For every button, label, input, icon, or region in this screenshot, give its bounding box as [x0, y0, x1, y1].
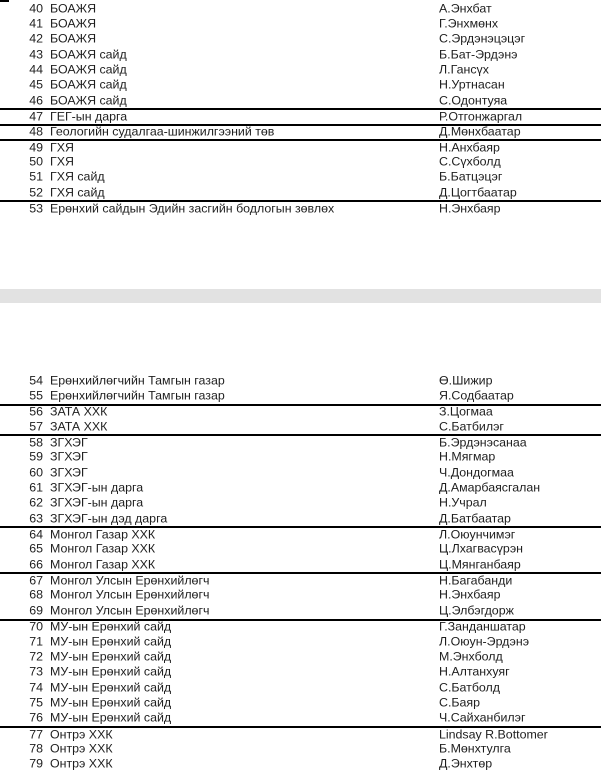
row-number: 64 [29, 527, 43, 542]
table-row [0, 78, 601, 93]
row-number: 70 [29, 619, 43, 634]
row-number: 55 [29, 388, 43, 403]
table-row [0, 419, 601, 434]
person-name-cell: С.Эрдэнэцэцэг [439, 31, 526, 46]
organization-cell: Монгол Газар ХХК [50, 541, 156, 556]
table-section-rows-40-53 [0, 1, 601, 216]
row-number: 76 [29, 710, 43, 725]
organization-cell: БОАЖЯ сайд [50, 62, 127, 77]
organization-cell: ЗГХЭГ [50, 465, 88, 480]
person-name-cell: Л.Оюунчимэг [439, 527, 516, 542]
page-break-band [0, 289, 601, 303]
table-row [0, 603, 601, 618]
row-number: 73 [29, 664, 43, 679]
row-number: 74 [29, 680, 43, 695]
table-row [0, 404, 601, 419]
person-name-cell: Н.Алтанхуяг [439, 664, 510, 679]
organization-cell: МУ-ын Ерөнхий сайд [50, 695, 172, 710]
organization-cell: БОАЖЯ [50, 16, 97, 31]
person-name-cell: Н.Анхбаяр [439, 140, 500, 155]
row-number: 75 [29, 695, 43, 710]
row-number: 57 [29, 419, 43, 434]
organization-cell: ЗАТА ХХК [50, 404, 108, 419]
organization-cell: ЗГХЭГ-ын дэд дарга [50, 511, 168, 526]
table-row [0, 588, 601, 603]
person-name-cell: Н.Багабанди [439, 573, 513, 588]
organization-cell: Ерөнхийлөгчийн Тамгын газар [50, 373, 225, 388]
row-number: 46 [29, 93, 43, 108]
row-number: 41 [29, 16, 43, 31]
organization-cell: БОАЖЯ [50, 31, 97, 46]
organization-cell: Монгол Газар ХХК [50, 527, 156, 542]
table-row [0, 170, 601, 185]
row-number: 42 [29, 31, 43, 46]
row-number: 61 [29, 480, 43, 495]
row-number: 62 [29, 495, 43, 510]
organization-cell: ГЕГ-ын дарга [50, 109, 128, 124]
organization-cell: МУ-ын Ерөнхий сайд [50, 649, 172, 664]
row-number: 58 [29, 435, 43, 450]
row-number: 65 [29, 541, 43, 556]
table-row [0, 185, 601, 200]
person-name-cell: Л.Оюун-Эрдэнэ [439, 634, 530, 649]
person-name-cell: Б.Батцэцэг [439, 169, 503, 184]
person-name-cell: Н.Учрал [439, 495, 487, 510]
table-row [0, 16, 601, 31]
person-name-cell: Н.Энхбаяр [439, 201, 501, 216]
person-name-cell: Ч.Сайханбилэг [439, 710, 526, 725]
row-number: 56 [29, 404, 43, 419]
table-row [0, 47, 601, 62]
table-row [0, 619, 601, 634]
table-row [0, 680, 601, 695]
organization-cell: Онтрэ ХХК [50, 727, 113, 742]
person-name-cell: С.Одонтуяа [439, 93, 508, 108]
organization-cell: Ерөнхийлөгчийн Тамгын газар [50, 388, 225, 403]
person-name-cell: С.Батбилэг [439, 419, 504, 434]
table-row [0, 496, 601, 511]
organization-cell: ГХЯ сайд [50, 185, 105, 200]
person-name-cell: Ч.Дондогмаа [439, 465, 514, 480]
row-number: 69 [29, 603, 43, 618]
row-number: 77 [29, 727, 43, 742]
organization-cell: БОАЖЯ сайд [50, 93, 127, 108]
person-name-cell: Д.Цогтбаатар [439, 185, 517, 200]
row-number: 66 [29, 557, 43, 572]
person-name-cell: Д.Энхтөр [439, 756, 493, 771]
person-name-cell: Д.Батбаатар [439, 511, 511, 526]
person-name-cell: Б.Мөнхтулга [439, 741, 511, 756]
person-name-cell: Ц.Элбэгдорж [439, 603, 514, 618]
organization-cell: ГХЯ [50, 154, 74, 169]
row-number: 63 [29, 511, 43, 526]
table-row [0, 480, 601, 495]
person-name-cell: Д.Амарбаясгалан [439, 480, 541, 495]
row-number: 40 [29, 1, 43, 16]
organization-cell: ЗГХЭГ [50, 449, 88, 464]
person-name-cell: З.Цогмаа [439, 404, 493, 419]
organization-cell: ЗГХЭГ-ын дарга [50, 495, 144, 510]
table-row [0, 557, 601, 572]
table-row [0, 139, 601, 154]
row-number: 49 [29, 140, 43, 155]
row-number: 78 [29, 741, 43, 756]
table-row [0, 373, 601, 388]
organization-cell: Монгол Газар ХХК [50, 557, 156, 572]
table-row [0, 154, 601, 169]
table-row [0, 511, 601, 526]
person-name-cell: Б.Эрдэнэсанаа [439, 435, 527, 450]
row-number: 60 [29, 465, 43, 480]
organization-cell: ЗГХЭГ-ын дарга [50, 480, 144, 495]
person-name-cell: Ө.Шижир [439, 373, 493, 388]
table-row [0, 200, 601, 215]
person-name-cell: С.Сүхболд [439, 154, 501, 169]
organization-cell: БОАЖЯ сайд [50, 47, 127, 62]
table-row [0, 108, 601, 123]
table-row [0, 542, 601, 557]
person-name-cell: Р.Отгонжаргал [439, 109, 523, 124]
organization-cell: Онтрэ ХХК [50, 741, 113, 756]
row-number: 47 [29, 109, 43, 124]
row-number: 72 [29, 649, 43, 664]
organization-cell: ГХЯ [50, 140, 74, 155]
table-row [0, 649, 601, 664]
organization-cell: Монгол Улсын Ерөнхийлөгч [50, 573, 210, 588]
table-row [0, 124, 601, 139]
table-row [0, 465, 601, 480]
person-name-cell: М.Энхболд [439, 649, 503, 664]
organization-cell: ГХЯ сайд [50, 169, 105, 184]
table-row [0, 93, 601, 108]
row-number: 68 [29, 587, 43, 602]
table-row [0, 526, 601, 541]
row-number: 71 [29, 634, 43, 649]
person-name-cell: Я.Содбаатар [439, 388, 514, 403]
table-row [0, 757, 601, 772]
organization-cell: ЗГХЭГ [50, 435, 88, 450]
person-name-cell: Н.Уртнасан [439, 77, 505, 92]
organization-cell: БОАЖЯ [50, 1, 97, 16]
person-name-cell: А.Энхбат [439, 1, 492, 16]
person-name-cell: С.Батболд [439, 680, 500, 695]
person-name-cell: Ц.Лхагвасүрэн [439, 541, 523, 556]
person-name-cell: Г.Энхмөнх [439, 16, 499, 31]
person-name-cell: Н.Энхбаяр [439, 587, 501, 602]
row-number: 51 [29, 169, 43, 184]
organization-cell: БОАЖЯ сайд [50, 77, 127, 92]
table-row [0, 695, 601, 710]
table-row [0, 711, 601, 726]
organization-cell: МУ-ын Ерөнхий сайд [50, 664, 172, 679]
table-row [0, 434, 601, 449]
row-number: 52 [29, 185, 43, 200]
organization-cell: Монгол Улсын Ерөнхийлөгч [50, 603, 210, 618]
table-row [0, 32, 601, 47]
table-row [0, 572, 601, 587]
table-row [0, 1, 601, 16]
organization-cell: МУ-ын Ерөнхий сайд [50, 710, 172, 725]
organization-cell: МУ-ын Ерөнхий сайд [50, 619, 172, 634]
table-row [0, 62, 601, 77]
organization-cell: Монгол Улсын Ерөнхийлөгч [50, 587, 210, 602]
row-number: 53 [29, 201, 43, 216]
table-row [0, 634, 601, 649]
organization-cell: МУ-ын Ерөнхий сайд [50, 680, 172, 695]
table-row [0, 388, 601, 403]
row-number: 44 [29, 62, 43, 77]
table-row [0, 450, 601, 465]
row-number: 79 [29, 756, 43, 771]
table-row [0, 741, 601, 756]
row-number: 45 [29, 77, 43, 92]
table-row [0, 665, 601, 680]
table-section-rows-54-79 [0, 373, 601, 772]
row-number: 67 [29, 573, 43, 588]
organization-cell: Ерөнхий сайдын Эдийн засгийн бодлогын зөвлөх [50, 201, 335, 216]
person-name-cell: Lindsay R.Bottomer [439, 727, 548, 742]
person-name-cell: С.Баяр [439, 695, 481, 710]
person-name-cell: Ц.Мянганбаяр [439, 557, 521, 572]
row-number: 50 [29, 154, 43, 169]
organization-cell: ЗАТА ХХК [50, 419, 108, 434]
person-name-cell: Г.Занданшатар [439, 619, 526, 634]
row-number: 59 [29, 449, 43, 464]
person-name-cell: Л.Гансүх [439, 62, 489, 77]
organization-cell: Онтрэ ХХК [50, 756, 113, 771]
person-name-cell: Д.Мөнхбаатар [439, 124, 521, 139]
person-name-cell: Н.Мягмар [439, 449, 496, 464]
row-number: 48 [29, 124, 43, 139]
row-number: 54 [29, 373, 43, 388]
table-row [0, 726, 601, 741]
organization-cell: Геологийн судалгаа-шинжилгээний төв [50, 124, 275, 139]
row-number: 43 [29, 47, 43, 62]
organization-cell: МУ-ын Ерөнхий сайд [50, 634, 172, 649]
person-name-cell: Б.Бат-Эрдэнэ [439, 47, 518, 62]
